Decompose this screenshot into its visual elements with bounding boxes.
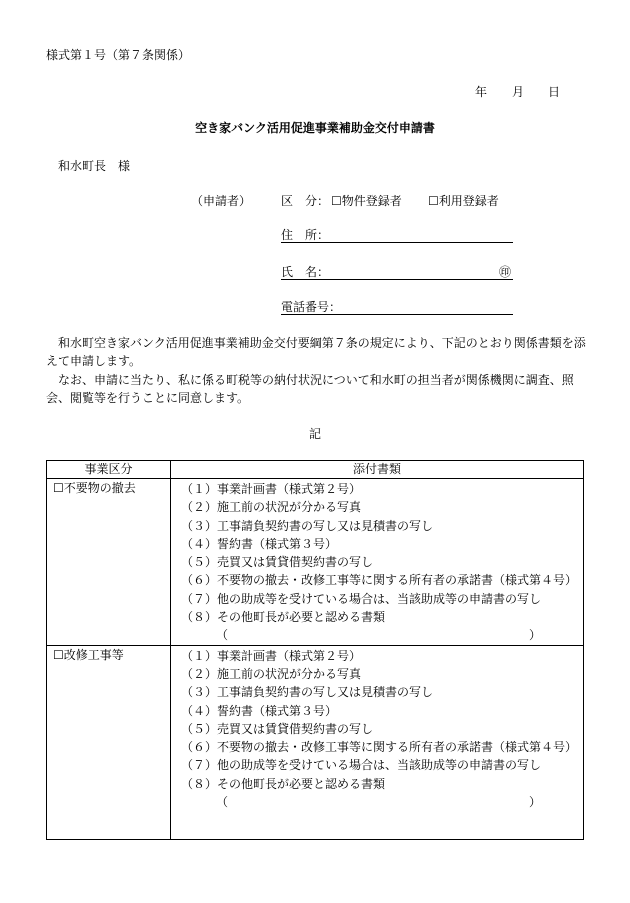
- table-row: [47, 645, 584, 839]
- document-item: （１）事業計画書（様式第２号）: [181, 648, 362, 663]
- kubun-option-user[interactable]: ☐利用登録者: [428, 194, 499, 208]
- documents-cell: [171, 645, 584, 839]
- kubun-label: 区 分：: [281, 194, 330, 208]
- header-documents: 添付書類: [171, 461, 584, 479]
- document-item: （３）工事請負契約書の写し又は見積書の写し: [181, 685, 434, 700]
- document-item: （７）他の助成等を受けている場合は、当該助成等の申請書の写し: [181, 591, 542, 606]
- document-item: （５）売買又は賃貸借契約書の写し: [181, 555, 374, 570]
- category-cell: [47, 479, 171, 646]
- address-field[interactable]: [281, 242, 513, 243]
- document-item: （４）誓約書（様式第３号）: [181, 536, 338, 551]
- document-item: （８）その他町長が必要と認める書類: [181, 610, 386, 625]
- document-title: 空き家バンク活用促進事業補助金交付申請書: [195, 121, 435, 135]
- category-cell: [47, 645, 171, 839]
- document-item: （７）他の助成等を受けている場合は、当該助成等の申請書の写し: [181, 758, 542, 773]
- other-documents-field[interactable]: [181, 793, 583, 811]
- document-item: （２）施工前の状況が分かる写真: [181, 500, 362, 515]
- document-item: （３）工事請負契約書の写し又は見積書の写し: [181, 518, 434, 533]
- form-id: 様式第１号（第７条関係）: [46, 48, 191, 62]
- paren-close: ）: [529, 795, 542, 810]
- seal-mark: ㊞: [499, 265, 512, 279]
- paren-open: （: [216, 795, 229, 810]
- table-row: [47, 479, 584, 646]
- body-paragraph-1: 和水町空き家バンク活用促進事業補助金交付要綱第７条の規定により、下記のとおり関係書類を添えて申請します。: [46, 336, 586, 368]
- phone-field[interactable]: [281, 314, 513, 315]
- date-year: 年: [475, 85, 488, 99]
- attachment-table: [46, 460, 584, 840]
- name-field[interactable]: [281, 279, 513, 280]
- document-item: （４）誓約書（様式第３号）: [181, 703, 338, 718]
- body-paragraph-2: なお、申請に当たり、私に係る町税等の納付状況について和水町の担当者が関係機関に調査、照会、閲覧等を行うことに同意します。: [46, 373, 574, 405]
- document-item: （８）その他町長が必要と認める書類: [181, 776, 386, 791]
- other-documents-field[interactable]: [181, 626, 583, 644]
- header-category: 事業区分: [47, 461, 171, 479]
- category-checkbox-renovation[interactable]: ☐改修工事等: [53, 647, 124, 662]
- name-label: 氏 名：: [281, 265, 330, 279]
- paren-close: ）: [529, 628, 542, 643]
- document-item: （１）事業計画書（様式第２号）: [181, 482, 362, 496]
- document-item: （５）売買又は賃貸借契約書の写し: [181, 721, 374, 736]
- kubun-option-property[interactable]: ☐物件登録者: [331, 194, 402, 208]
- document-item: （６）不要物の撤去・改修工事等に関する所有者の承諾書（様式第４号）: [181, 740, 578, 755]
- date-day: 日: [548, 85, 561, 99]
- documents-cell: [171, 479, 584, 646]
- date-month: 月: [512, 85, 525, 99]
- phone-label: 電話番号：: [281, 300, 342, 314]
- ki-heading: 記: [308, 427, 321, 441]
- address-label: 住 所：: [281, 228, 330, 242]
- category-checkbox-removal[interactable]: ☐不要物の撤去: [53, 481, 136, 495]
- table-header-row: [47, 461, 584, 479]
- document-item: （６）不要物の撤去・改修工事等に関する所有者の承諾書（様式第４号）: [181, 573, 578, 588]
- document-item: （２）施工前の状況が分かる写真: [181, 666, 362, 681]
- paren-open: （: [216, 628, 229, 643]
- addressee: 和水町長 様: [58, 159, 131, 173]
- applicant-label: （申請者）: [191, 194, 252, 208]
